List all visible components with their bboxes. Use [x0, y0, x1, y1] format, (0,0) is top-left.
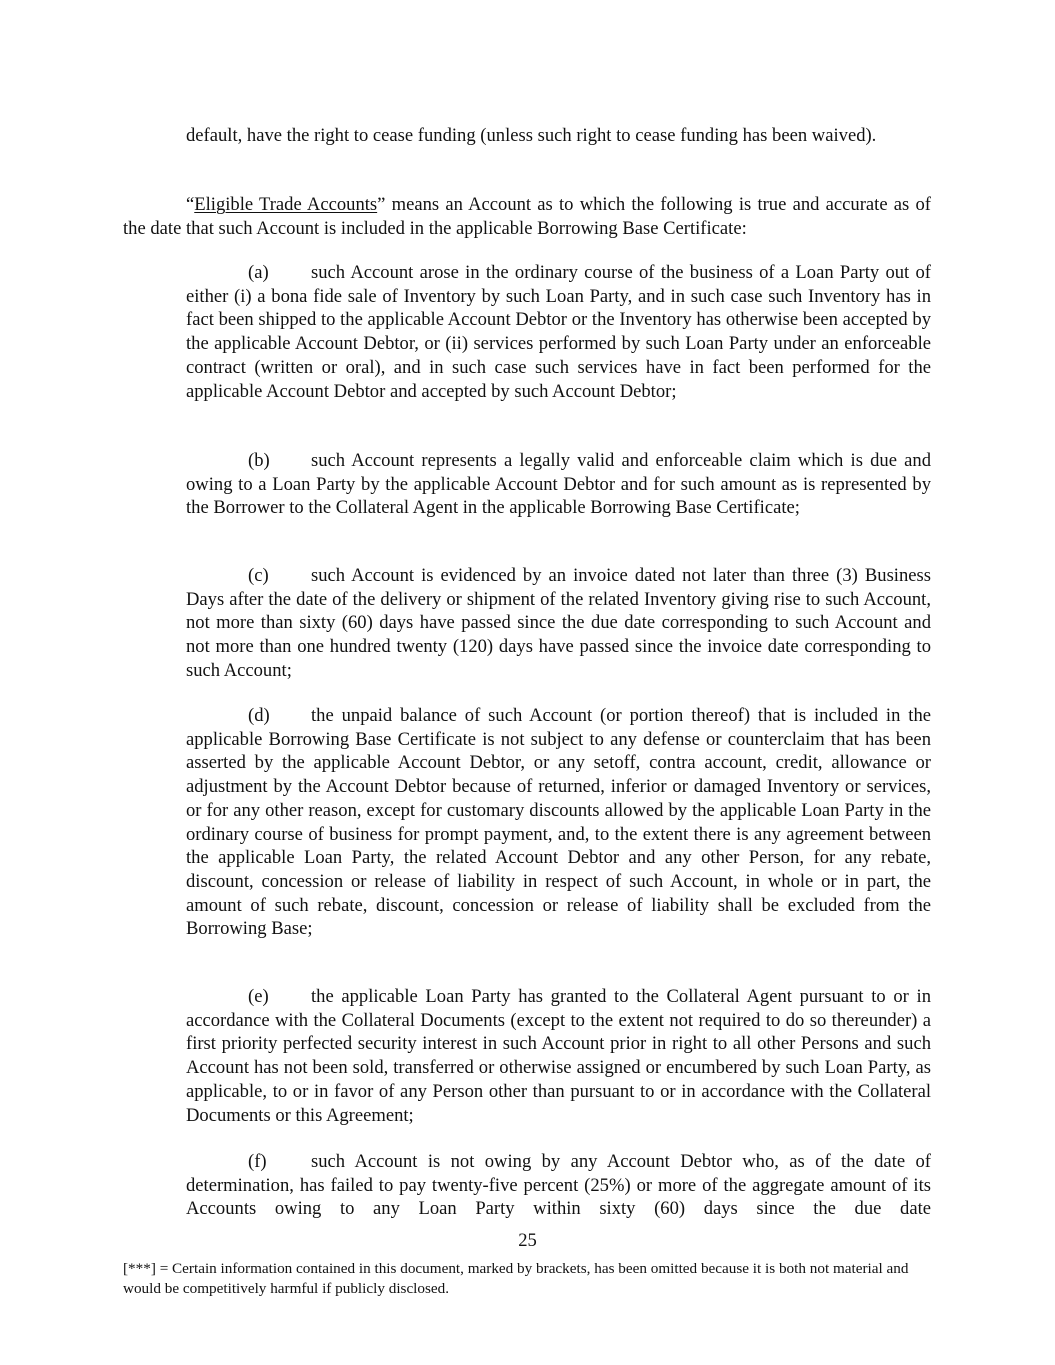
footnote: [***] = Certain information contained in this document, marked by brackets, has been omitted because it is both not material and would be competitively harmful if publicly disclosed. — [123, 1260, 909, 1297]
clause-c — [186, 564, 931, 683]
clause-text: such Account represents a legally valid and enforceable claim which is due and owing to a Loan Party by the applicable Account Debtor and for such amount as is represented by the Borrower to the Collateral Agent in the applicable Borrowing Base Certificate; — [186, 450, 931, 519]
clause-label: (a) — [248, 262, 269, 283]
clause-label: (f) — [248, 1151, 267, 1172]
clause-label: (c) — [248, 565, 269, 586]
clause-b — [186, 449, 931, 520]
definition-paragraph — [123, 193, 931, 240]
clause-text: such Account is evidenced by an invoice dated not later than three (3) Business Days after the date of the delivery or shipment of the related Inventory giving rise to such Account, not more than sixty (60) days have passed since the due date corresponding to such Account and not more than one hundred twenty (120) days have passed since the invoice date corresponding to such Account; — [186, 565, 931, 681]
close-quote: ” — [377, 194, 386, 215]
page-number: 25 — [518, 1230, 537, 1251]
definition-text: means an Account as to which the following is true and accurate as of the date that such Account is included in the applicable Borrowing Base Certificate: — [123, 194, 931, 239]
clause-text: the applicable Loan Party has granted to the Collateral Agent pursuant to or in accordance with the Collateral Documents (except to the extent not required to do so thereunder) a first priority perfected security interest in such Account prior in right to all other Persons and such Account has not been sold, transferred or otherwise assigned or encumbered by such Loan Party, as applicable, to or in favor of any Person other than pursuant to or in accordance with the Collateral Documents or this Agreement; — [186, 986, 931, 1126]
defined-term: Eligible Trade Accounts — [194, 194, 378, 215]
open-quote: “ — [186, 194, 195, 215]
clause-label: (d) — [248, 705, 270, 726]
clause-f — [186, 1150, 931, 1221]
clause-text: the unpaid balance of such Account (or portion thereof) that is included in the applicable Borrowing Base Certificate is not subject to any defense or counterclaim that has been asserted by the applicable Account Debtor, or any setoff, contra account, credit, allowance or adjustment by the Account Debtor because of returned, inferior or damaged Inventory or services, or for any other reason, except for customary discounts allowed by the applicable Loan Party in the ordinary course of business for prompt payment, and, to the extent there is any agreement between the applicable Loan Party, the related Account Debtor and any other Person, for any rebate, discount, concession or release of liability in respect of such Account, in whole or in part, the amount of such rebate, discount, concession or release of liability shall be excluded from the Borrowing Base; — [186, 705, 931, 940]
clause-a — [186, 261, 931, 403]
clause-text: such Account arose in the ordinary course of the business of a Loan Party out of either (i) a bona fide sale of Inventory by such Loan Party, and in such case such Inventory has in fact been shipped to the applicable Account Debtor or the Inventory has otherwise been accepted by the applicable Account Debtor, or (ii) services performed by such Loan Party under an enforceable contract (written or oral), and in such case such services have in fact been performed for the applicable Account Debtor and accepted by such Account Debtor; — [186, 262, 931, 402]
clause-label: (e) — [248, 986, 269, 1007]
clause-d — [186, 704, 931, 941]
continuation-paragraph: default, have the right to cease funding (unless such right to cease funding has been waived). — [186, 125, 877, 146]
clause-text: such Account is not owing by any Account Debtor who, as of the date of determination, has failed to pay twenty-five percent (25%) or more of the aggregate amount of its Accounts owing to any Loan Party within sixty (60) days since the due date — [186, 1151, 931, 1220]
clause-label: (b) — [248, 450, 270, 471]
clause-e — [186, 985, 931, 1127]
